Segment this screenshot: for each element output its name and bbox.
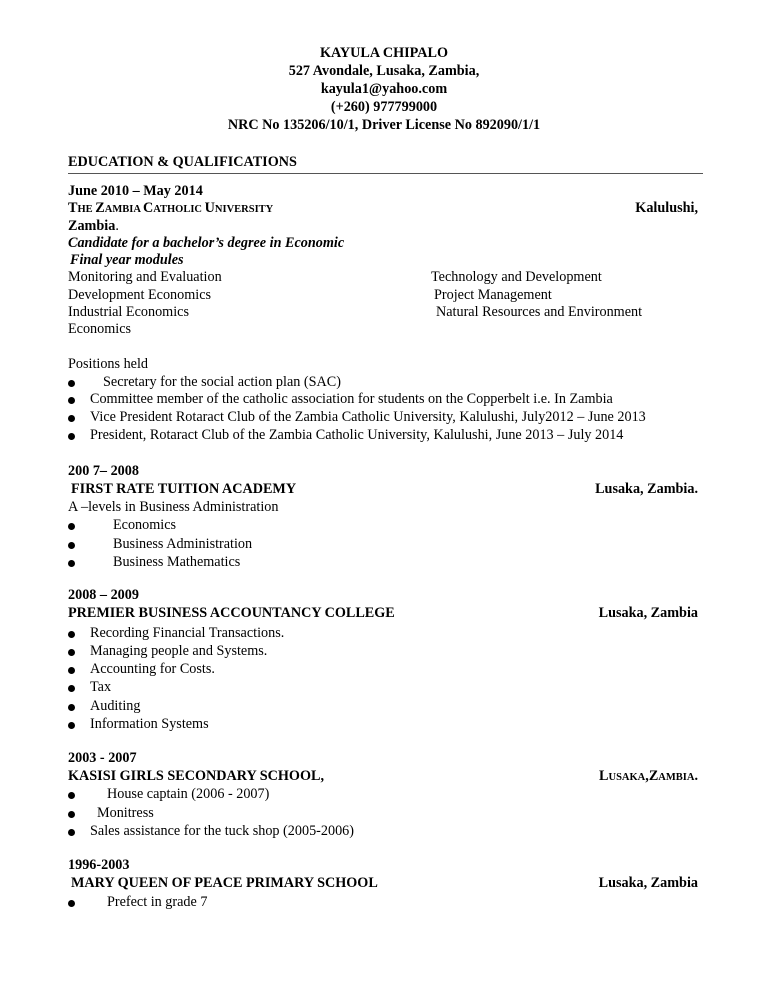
position-3: Vice President Rotaract Club of the Zambia Catholic University, Kalulushi, July2012 – June 2013 — [90, 409, 646, 425]
section-title: EDUCATION & QUALIFICATIONS — [68, 154, 297, 170]
first-rate-location: Lusaka, Zambia. — [595, 481, 698, 497]
first-rate-item-2: Business Administration — [113, 536, 253, 552]
module-left-1: Monitoring and Evaluation — [68, 269, 222, 285]
kasisi-location: LUSAKA,ZAMBIA. — [599, 768, 698, 784]
bullet-icon — [68, 667, 75, 674]
address: 527 Avondale, Lusaka, Zambia, — [288, 63, 480, 79]
premier-item-2: Managing people and Systems. — [90, 643, 268, 659]
premier-item-3: Accounting for Costs. — [90, 661, 215, 677]
kasisi-dates: 2003 - 2007 — [68, 750, 137, 766]
bullet-icon — [68, 631, 75, 638]
bullet-icon — [68, 560, 75, 567]
mary-item-1: Prefect in grade 7 — [107, 894, 208, 910]
email: kayula1@yahoo.com — [320, 81, 448, 97]
premier-item-5: Auditing — [90, 698, 141, 714]
position-1: Secretary for the social action plan (SAC) — [103, 374, 341, 390]
mary-dates: 1996-2003 — [68, 857, 130, 873]
mary-location: Lusaka, Zambia — [598, 875, 698, 891]
module-right-2: Project Management — [434, 287, 552, 303]
bullet-icon — [68, 792, 75, 799]
bullet-icon — [68, 811, 75, 818]
bullet-icon — [68, 829, 75, 836]
id-numbers: NRC No 135206/10/1, Driver License No 892090/1/1 — [227, 117, 541, 133]
position-2: Committee member of the catholic association for students on the Copperbelt i.e. In Zambia — [90, 391, 613, 407]
bullet-icon — [68, 433, 75, 440]
first-rate-subtitle: A –levels in Business Administration — [68, 499, 279, 515]
bullet-icon — [68, 415, 75, 422]
bullet-icon — [68, 722, 75, 729]
premier-name: PREMIER BUSINESS ACCOUNTANCY COLLEGE — [68, 605, 395, 621]
bullet-icon — [68, 704, 75, 711]
module-right-3: Natural Resources and Environment — [436, 304, 643, 320]
first-rate-name: FIRST RATE TUITION ACADEMY — [71, 481, 297, 497]
position-4: President, Rotaract Club of the Zambia Catholic University, Kalulushi, June 2013 – July 2014 — [90, 427, 624, 443]
kasisi-item-1: House captain (2006 - 2007) — [107, 786, 270, 802]
uni-dates: June 2010 – May 2014 — [68, 183, 203, 199]
first-rate-item-1: Economics — [113, 517, 177, 533]
module-left-2: Development Economics — [68, 287, 212, 303]
uni-degree: Candidate for a bachelor’s degree in Economic — [68, 235, 345, 251]
phone: (+260) 977799000 — [330, 99, 438, 115]
section-divider — [68, 173, 703, 174]
bullet-icon — [68, 900, 75, 907]
mary-name: MARY QUEEN OF PEACE PRIMARY SCHOOL — [71, 875, 378, 891]
kasisi-item-2: Monitress — [97, 805, 154, 821]
bullet-icon — [68, 397, 75, 404]
first-rate-item-3: Business Mathematics — [113, 554, 241, 570]
positions-title: Positions held — [68, 356, 149, 372]
modules-title: Final year modules — [70, 252, 184, 268]
bullet-icon — [68, 542, 75, 549]
uni-location-country: Zambia. — [68, 218, 119, 234]
first-rate-dates: 200 7– 2008 — [68, 463, 139, 479]
bullet-icon — [68, 380, 75, 387]
bullet-icon — [68, 685, 75, 692]
uni-location-city: Kalulushi, — [635, 200, 698, 216]
premier-location: Lusaka, Zambia — [598, 605, 698, 621]
uni-name: THE ZAMBIA CATHOLIC UNIVERSITY — [68, 200, 274, 216]
resume-name: KAYULA CHIPALO — [319, 45, 449, 61]
module-left-4: Economics — [68, 321, 132, 337]
module-left-3: Industrial Economics — [68, 304, 189, 320]
module-right-1: Technology and Development — [431, 269, 602, 285]
premier-item-4: Tax — [90, 679, 112, 695]
premier-dates: 2008 – 2009 — [68, 587, 139, 603]
bullet-icon — [68, 649, 75, 656]
bullet-icon — [68, 523, 75, 530]
kasisi-item-3: Sales assistance for the tuck shop (2005-2006) — [90, 823, 354, 839]
premier-item-1: Recording Financial Transactions. — [90, 625, 285, 641]
premier-item-6: Information Systems — [90, 716, 209, 732]
kasisi-name: KASISI GIRLS SECONDARY SCHOOL, — [68, 768, 324, 784]
